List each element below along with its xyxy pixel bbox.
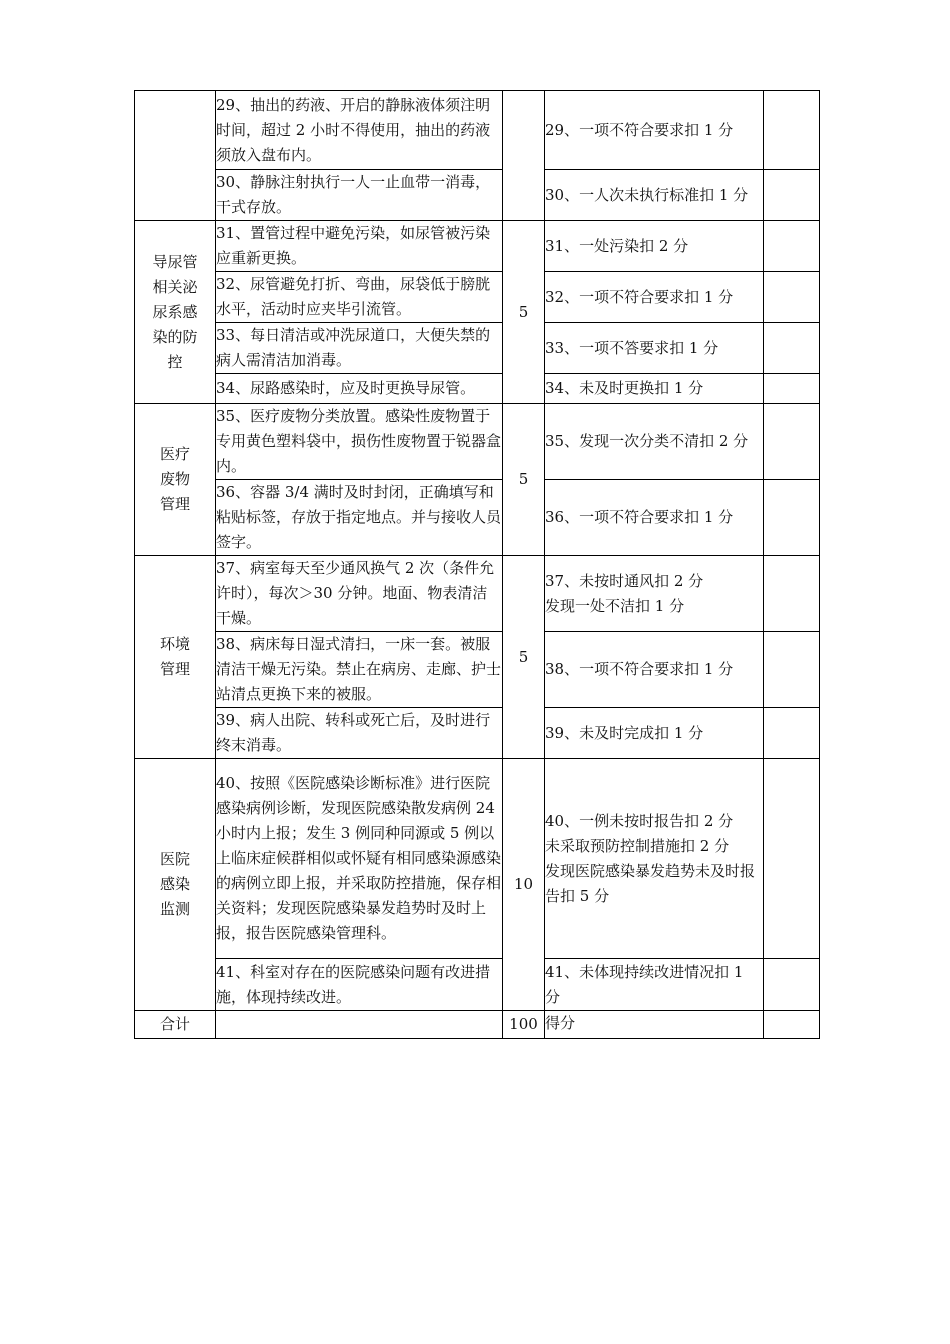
category-cell: 导尿管 相关泌 尿系感 染的防 控 [135, 221, 216, 404]
deduction-cell: 30、一人次未执行标准扣 1 分 [545, 170, 764, 221]
requirement-cell: 33、每日清洁或冲洗尿道口，大便失禁的病人需清洁加消毒。 [216, 323, 503, 374]
table-row [135, 323, 820, 374]
requirement-cell: 36、容器 3/4 满时及时封闭，正确填写和粘贴标签，存放于指定地点。并与接收人员签字。 [216, 480, 503, 556]
requirement-cell: 35、医疗废物分类放置。感染性废物置于专用黄色塑料袋中，损伤性废物置于锐器盒内。 [216, 404, 503, 480]
score-cell [764, 480, 820, 556]
requirement-cell: 31、置管过程中避免污染，如尿管被污染应重新更换。 [216, 221, 503, 272]
deduction-cell: 37、未按时通风扣 2 分 发现一处不洁扣 1 分 [545, 556, 764, 632]
points-cell: 5 [503, 404, 545, 556]
table-row [135, 221, 820, 272]
deduction-cell: 36、一项不符合要求扣 1 分 [545, 480, 764, 556]
requirement-cell: 30、静脉注射执行一人一止血带一消毒，干式存放。 [216, 170, 503, 221]
score-cell [764, 170, 820, 221]
deduction-cell: 32、一项不符合要求扣 1 分 [545, 272, 764, 323]
table-row [135, 708, 820, 759]
score-cell [764, 1011, 820, 1039]
table-row [135, 632, 820, 708]
table-row [135, 759, 820, 959]
points-cell: 10 [503, 759, 545, 1011]
deduction-cell: 40、一例未按时报告扣 2 分 未采取预防控制措施扣 2 分 发现医院感染暴发趋势未及时报告扣 5 分 [545, 759, 764, 959]
deduction-cell: 38、一项不符合要求扣 1 分 [545, 632, 764, 708]
requirement-cell: 40、按照《医院感染诊断标准》进行医院感染病例诊断，发现医院感染散发病例 24 小时内上报；发生 3 例同种同源或 5 例以上临床症候群相似或怀疑有相同感染源感染的病例立即上报，并采取防控措施，保存相关资料；发现医院感染暴发趋势时及时上报，报告医院感染管理科。 [216, 759, 503, 959]
total-row [135, 1011, 820, 1039]
score-cell [764, 556, 820, 632]
category-cell: 医疗 废物 管理 [135, 404, 216, 556]
score-cell [764, 708, 820, 759]
category-cell: 环境 管理 [135, 556, 216, 759]
table-row [135, 170, 820, 221]
deduction-cell: 39、未及时完成扣 1 分 [545, 708, 764, 759]
score-cell [764, 272, 820, 323]
score-cell [764, 91, 820, 170]
score-cell [764, 374, 820, 404]
points-cell [503, 91, 545, 221]
table-row [135, 959, 820, 1011]
table-row [135, 404, 820, 480]
requirement-cell: 34、尿路感染时，应及时更换导尿管。 [216, 374, 503, 404]
total-requirement-cell [216, 1011, 503, 1039]
deduction-cell: 41、未体现持续改进情况扣 1 分 [545, 959, 764, 1011]
deduction-cell: 34、未及时更换扣 1 分 [545, 374, 764, 404]
deduction-cell: 33、一项不答要求扣 1 分 [545, 323, 764, 374]
table-row [135, 480, 820, 556]
requirement-cell: 37、病室每天至少通风换气 2 次（条件允许时），每次＞30 分钟。地面、物表清洁干燥。 [216, 556, 503, 632]
requirement-cell: 38、病床每日湿式清扫，一床一套。被服清洁干燥无污染。禁止在病房、走廊、护士站清点更换下来的被服。 [216, 632, 503, 708]
requirement-cell: 41、科室对存在的医院感染问题有改进措施，体现持续改进。 [216, 959, 503, 1011]
category-cell [135, 91, 216, 221]
requirement-cell: 32、尿管避免打折、弯曲，尿袋低于膀胱水平，活动时应夹毕引流管。 [216, 272, 503, 323]
scoring-table [134, 90, 820, 1039]
score-cell [764, 221, 820, 272]
score-cell [764, 759, 820, 959]
score-cell [764, 404, 820, 480]
score-label: 得分 [545, 1011, 764, 1039]
category-cell: 医院 感染 监测 [135, 759, 216, 1011]
requirement-cell: 39、病人出院、转科或死亡后，及时进行终末消毒。 [216, 708, 503, 759]
total-label: 合计 [135, 1011, 216, 1039]
deduction-cell: 29、一项不符合要求扣 1 分 [545, 91, 764, 170]
score-cell [764, 323, 820, 374]
score-cell [764, 959, 820, 1011]
points-cell: 5 [503, 556, 545, 759]
table-row [135, 91, 820, 170]
requirement-cell: 29、抽出的药液、开启的静脉液体须注明时间，超过 2 小时不得使用，抽出的药液须放入盘布内。 [216, 91, 503, 170]
points-cell: 5 [503, 221, 545, 404]
table-row [135, 556, 820, 632]
deduction-cell: 31、一处污染扣 2 分 [545, 221, 764, 272]
table-row [135, 374, 820, 404]
table-row [135, 272, 820, 323]
total-points: 100 [503, 1011, 545, 1039]
score-cell [764, 632, 820, 708]
deduction-cell: 35、发现一次分类不清扣 2 分 [545, 404, 764, 480]
